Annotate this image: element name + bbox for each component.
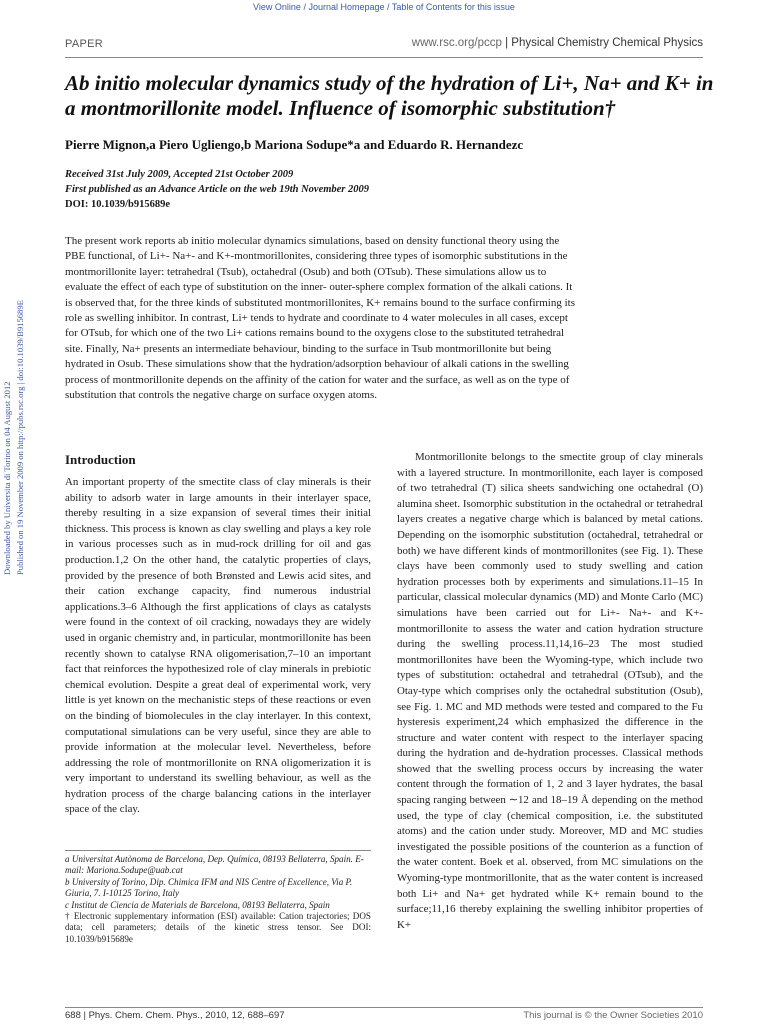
footnote-esi: † Electronic supplementary information (ESI) available: Cation trajectories; DOS data; cell parameters; details of the kinetic stress tensor. See DOI: 10.1039/b915689e [65,911,371,944]
page-citation: 688 | Phys. Chem. Chem. Phys., 2010, 12, 688–697 [65,1010,285,1021]
title-text: Ab initio molecular dynamics study of the hydration of Li+, Na+ and K+ in a montmorillonite model. Influence of isomorphic substitution† [65,71,714,120]
section-label: PAPER [65,38,103,50]
footnote-divider [65,850,371,851]
introduction-heading: Introduction [65,452,136,467]
article-title [65,71,715,121]
journal-homepage-link[interactable]: Journal Homepage [308,2,385,12]
footnote-c: c Institut de Ciencia de Materials de Barcelona, 08193 Bellaterra, Spain [65,899,330,910]
view-online-link[interactable]: View Online [253,2,301,12]
intro-column-right: Montmorillonite belongs to the smectite group of clay minerals with a layered structure. In montmorillonite, each layer is composed of two tetrahedral (T) silica sheets sandwiching one octahedral (O) alumina sheet. Isomorphic substitution in the octahedral or tetrahedral layers creates a negative charge which is balanced by metal cations. Depending on the isomorphic substitution (octahedral, tetrahedral or both) we have different kinds of montmorillonites (see Fig. 1). These clays have been commonly used to study swelling and cation hydration processes both by experiments and simulations.11–15 In particular, classical molecular dynamics (MD) and Monte Carlo (MC) simulations have been carried out for Li+- Na+- and K+-montmorillonite to assess the water and cation hydration structure during the swelling process.11,14,16–23 The most studied montmorillonites have been the Wyoming-type, which include two types of substitution: octahedral and tetrahedral (OTsub), and the Otay-type which comprises only the octahedral substitution (Osub), see Fig. 1. MC and MD methods were tested and compared to the Fu hysteresis experiment,24 which emphasized the difference in the structure and water content with respect to the interlayer spacing during the hydration and de-hydration processes. Classical methods showed that the swelling process occurs by increasing the water content through the formation of 1, 2 and 3 layer hydrates, the basal spacing ranging between ∼12 and 18–19 Å depending on the method used, the type of clay (chemical composition, i.e. the substituted atoms) and the cation under study. Moreover, MD and MC studies investigated the possible positions of the counterion as a function of the water content. Boek et al. observed, from MC simulations on the Wyoming-type montmorillonite, that as the water content is increased both Li+ and Na+ get hydrated while K+ remain bound to the surface;11,16 thereby explaining the swelling inhibitor properties of K+ [397,451,703,931]
separator: / [387,2,392,12]
first-published: First published as an Advance Article on the web 19th November 2009 [65,184,370,195]
affiliation-footnotes [65,854,371,945]
toc-link[interactable]: Table of Contents for this issue [391,2,515,12]
published-note[interactable]: Published on 19 November 2009 on http://pubs.rsc.org | doi:10.1039/B915689E [15,300,25,575]
header-divider [65,57,703,58]
intro-column-left: An important property of the smectite class of clay minerals is their ability to adsorb water in large amounts in their interlayer space, thereby resulting in a size expansion of several times their initial thickness. This process is known as clay swelling and plays a key role in various processes such as in mud-rock drilling for oil and gas production.1,2 On the other hand, the catalytic properties of clays, provided by the presence of both Brønsted and Lewis acid sites, and their cation exchange capacity, find numerous industrial applications.3–6 Although the first applications of clays as catalysts were found in the context of oil cracking, nowadays they are widely used in organic chemistry and, in particular, montmorillonite has been recently shown to catalyse RNA oligomerisation,7–10 an important fact that reinforces the hypothesized role of clay minerals in prebiotic chemical evolution. Despite a great deal of experimental work, very little is yet known on the mechanistic steps of these reactions or even on the binding of biomolecules in the clay interlayer. In this context, computational simulations can be very useful, since they are able to provide information at the molecular level. Nevertheless, before addressing the role of montmorillonite on RNA oligomerization it is very important to understand its swelling behaviour, as well as the hydration process of the charge balancing cations in the interlayer space of the clay. [65,476,371,816]
separator: / [303,2,309,12]
received-date: Received 31st July 2009, Accepted 21st October 2009 [65,169,294,180]
author-list: Pierre Mignon,a Piero Ugliengo,b Mariona Sodupe*a and Eduardo R. Hernandezc [65,137,524,152]
downloaded-note[interactable]: Downloaded by Universita di Torino on 04 August 2012 [2,381,12,575]
copyright-note: This journal is © the Owner Societies 2010 [523,1010,703,1021]
doi[interactable]: DOI: 10.1039/b915689e [65,199,170,210]
footnote-b: b University of Torino, Dip. Chimica IFM and NIS Centre of Excellence, Via P. Giuria, 7. I-10125 Torino, Italy [65,876,353,899]
publication-history [65,167,369,212]
journal-url[interactable]: www.rsc.org/pccp [411,37,502,49]
footnote-a: a Universitat Autònoma de Barcelona, Dep. Química, 08193 Bellaterra, Spain. E-mail: Mariona.Sodupe@uab.cat [65,854,364,876]
abstract: The present work reports ab initio molecular dynamics simulations, based on density functional theory using the PBE functional, of Li+- Na+- and K+-montmorillonites, considering three types of isomorphic substitutions in the montmorillonite layer: tetrahedral (Tsub), octahedral (Osub) and both (OTsub). These simulations allow us to evaluate the effect of each type of substitution on the inner- outer-sphere complex formation of the alkali cations. It is observed that, for the three kinds of substituted montmorillonites, K+ remains bound to the surface confirming its role as swelling inhibitor. In contrast, Li+ tends to hydrate and coordinate to 4 water molecules in all cases, except for OTsub, for which one of the two Li+ cations remains bound to the oxygens close to the substituted tetrahedral site. Finally, Na+ presents an intermediate behaviour, binding to the surface in Tsub montmorillonite but being hydrated in Osub. These simulations show that the hydration/adsorption behaviour of alkali cations in the swelling process of montmorillonite depends on the affinity of the cation for water and the surface, as well as on the type of substitution that controls the negative charge on surface oxygen atoms. [65,235,575,402]
header-separator: | [505,37,512,49]
journal-name: Physical Chemistry Chemical Physics [511,37,703,49]
top-links-bar [0,2,768,12]
footer-divider [65,1007,703,1008]
journal-header [412,37,703,49]
